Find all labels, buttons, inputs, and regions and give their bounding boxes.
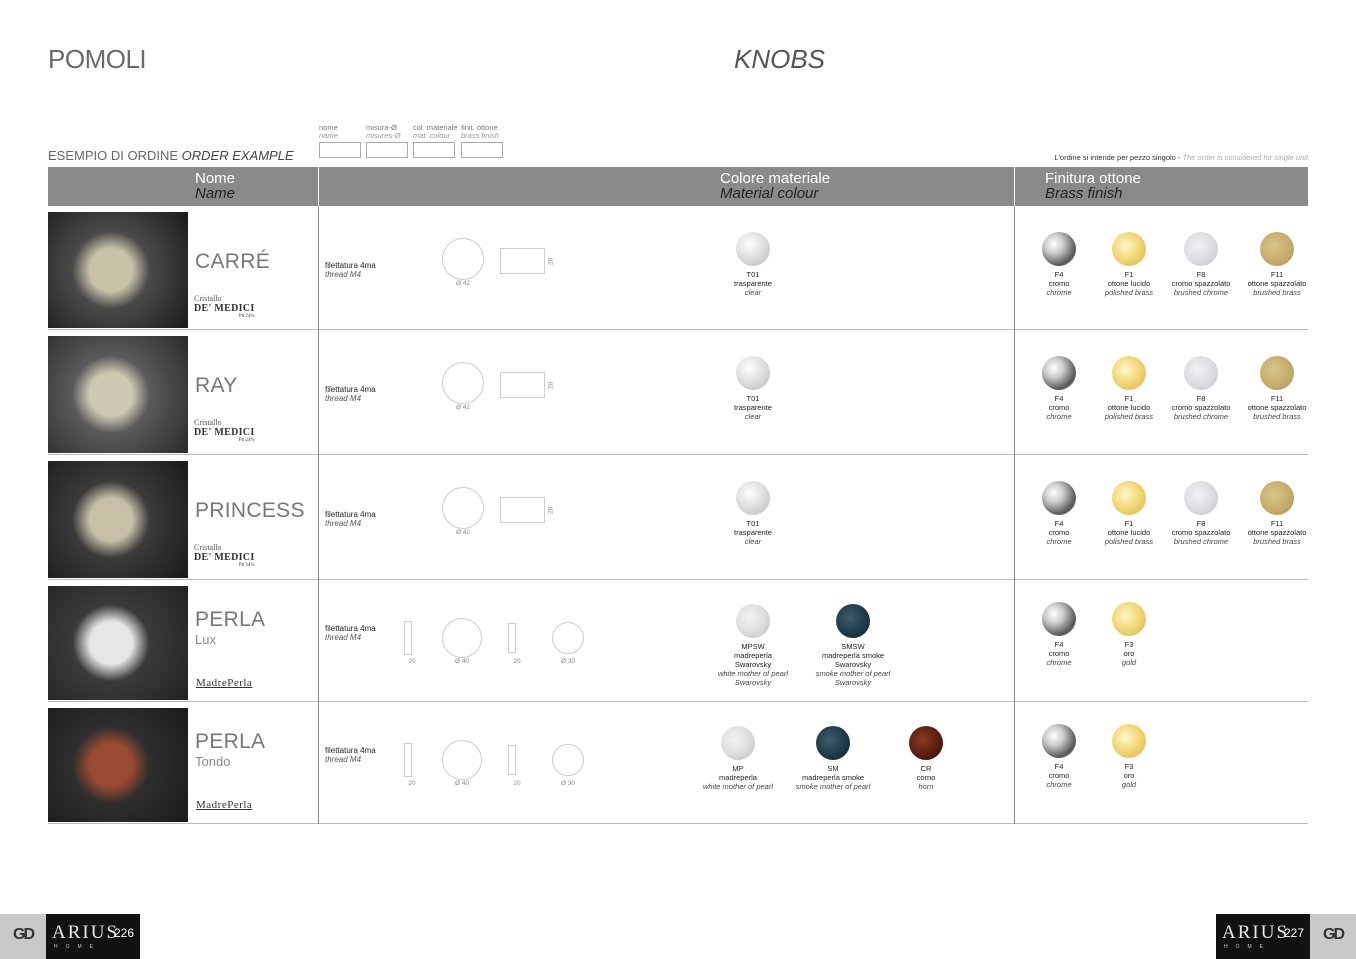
swatch-label-en: clear bbox=[744, 288, 762, 297]
dimension-side bbox=[508, 623, 516, 653]
brand-line: DE' MEDICI bbox=[194, 552, 255, 563]
swatch-code: F3 bbox=[1124, 640, 1134, 649]
finish-swatch[interactable] bbox=[1081, 602, 1177, 667]
footer-right bbox=[1216, 914, 1356, 959]
swatch-label-it: madreperla bbox=[734, 651, 772, 660]
swatch-label-it: ottone lucido bbox=[1107, 528, 1151, 537]
thread-en: thread M4 bbox=[325, 755, 362, 764]
brass-finish-icon bbox=[1260, 232, 1294, 266]
arius-logo: ARIUS bbox=[1222, 922, 1290, 943]
product-photo bbox=[48, 708, 188, 822]
order-field-label: col. materiale bbox=[413, 123, 458, 132]
brass-finish-icon bbox=[1112, 602, 1146, 636]
swatch-code: MP bbox=[732, 764, 744, 773]
finish-swatch[interactable] bbox=[1229, 356, 1325, 421]
swatch-label-en: clear bbox=[744, 537, 762, 546]
thread-en: thread M4 bbox=[325, 270, 362, 279]
swatch-label-en: brushed brass bbox=[1253, 288, 1301, 297]
product-photo bbox=[48, 586, 188, 700]
brand-line: Pb 24% bbox=[238, 438, 255, 443]
swatch-label-en: smoke mother of pearl bbox=[795, 782, 871, 791]
colour-swatch[interactable] bbox=[705, 604, 801, 687]
colour-swatch[interactable] bbox=[705, 232, 801, 297]
swatch-label-en: brushed chrome bbox=[1173, 288, 1229, 297]
table-row bbox=[48, 330, 1308, 455]
dimension-label: Ø 42 bbox=[455, 529, 471, 536]
swatch-label-it: cromo bbox=[1048, 403, 1070, 412]
swatch-code: T01 bbox=[746, 394, 760, 403]
colour-swatch[interactable] bbox=[690, 726, 786, 791]
swatch-label-it: ottone spazzolato bbox=[1247, 528, 1307, 537]
swatch-label-it: Swarovsky bbox=[734, 660, 772, 669]
swatch-label-it: madreperla smoke bbox=[821, 651, 885, 660]
swatch-label-it: ottone lucido bbox=[1107, 403, 1151, 412]
swatch-label-en: polished brass bbox=[1104, 288, 1154, 297]
dimension-label: 20 bbox=[513, 658, 521, 665]
order-input-size[interactable] bbox=[366, 142, 408, 158]
swatch-code: F4 bbox=[1054, 640, 1064, 649]
swatch-code: F8 bbox=[1196, 519, 1206, 528]
material-colour-icon bbox=[736, 481, 770, 515]
dimension-label: 20 bbox=[408, 780, 416, 787]
table-header bbox=[48, 167, 1308, 206]
brass-finish-icon bbox=[1042, 356, 1076, 390]
order-input-finish[interactable] bbox=[461, 142, 503, 158]
dimension-circle bbox=[442, 740, 482, 780]
table-row bbox=[48, 702, 1308, 824]
product-name: PERLA bbox=[195, 608, 266, 631]
thread-spec bbox=[325, 746, 376, 764]
header-divider bbox=[318, 167, 319, 206]
order-field-label: nome bbox=[319, 123, 338, 132]
product-name: PERLA bbox=[195, 730, 266, 753]
arius-logo-sub: HOME bbox=[1224, 944, 1271, 950]
swatch-label-it: madreperla bbox=[719, 773, 757, 782]
header-colour bbox=[720, 171, 830, 201]
brass-finish-icon bbox=[1112, 481, 1146, 515]
product-name: PRINCESS bbox=[195, 499, 305, 522]
material-colour-icon bbox=[909, 726, 943, 760]
swatch-label-en: polished brass bbox=[1104, 537, 1154, 546]
order-field-label-en: brass finish bbox=[461, 131, 499, 140]
brand-madreperla: MadrePerla bbox=[196, 677, 253, 689]
swatch-label-it: oro bbox=[1123, 649, 1135, 658]
dimension-label: Ø 42 bbox=[455, 404, 471, 411]
brand-line: Cristallo bbox=[194, 418, 222, 427]
table-row bbox=[48, 206, 1308, 330]
material-colour-icon bbox=[816, 726, 850, 760]
swatch-code: F4 bbox=[1054, 519, 1064, 528]
brass-finish-icon bbox=[1260, 481, 1294, 515]
brand-cristallo-de-medici bbox=[194, 543, 255, 568]
swatch-label-en: chrome bbox=[1046, 288, 1072, 297]
swatch-label-it: corno bbox=[916, 773, 936, 782]
order-note bbox=[1054, 153, 1308, 162]
thread-spec bbox=[325, 624, 376, 642]
header-finish bbox=[1045, 171, 1141, 201]
table-row bbox=[48, 580, 1308, 702]
swatch-code: F11 bbox=[1270, 270, 1284, 279]
brass-finish-icon bbox=[1042, 232, 1076, 266]
product-subname: Lux bbox=[195, 632, 216, 647]
swatch-code: F1 bbox=[1124, 270, 1134, 279]
swatch-label-en: white mother of pearl bbox=[702, 782, 774, 791]
swatch-code: F3 bbox=[1124, 762, 1134, 771]
gd-logo-icon bbox=[0, 914, 46, 959]
swatch-label-it: madreperla smoke bbox=[801, 773, 865, 782]
colour-swatch[interactable] bbox=[785, 726, 881, 791]
thread-it: filettatura 4ma bbox=[325, 261, 376, 270]
swatch-label-en: brushed brass bbox=[1253, 412, 1301, 421]
swatch-label-it: cromo bbox=[1048, 771, 1070, 780]
colour-swatch[interactable] bbox=[705, 481, 801, 546]
brand-line: Cristallo bbox=[194, 543, 222, 552]
dimension-side bbox=[500, 248, 545, 274]
swatch-code: F4 bbox=[1054, 762, 1064, 771]
brass-finish-icon bbox=[1042, 481, 1076, 515]
swatch-label-it: ottone lucido bbox=[1107, 279, 1151, 288]
swatch-label-en: Swarovsky bbox=[734, 678, 772, 687]
swatch-label-en: clear bbox=[744, 412, 762, 421]
brand-madreperla: MadrePerla bbox=[196, 799, 253, 811]
order-field-name[interactable] bbox=[319, 124, 361, 158]
dimension-label: Ø 40 bbox=[454, 780, 470, 787]
header-finish-en: Brass finish bbox=[1045, 185, 1123, 202]
finish-swatch[interactable] bbox=[1229, 232, 1325, 297]
dimension-circle bbox=[442, 487, 484, 529]
order-field-label-en: misures-Ø bbox=[366, 131, 401, 140]
swatch-label-en: gold bbox=[1121, 658, 1137, 667]
product-photo bbox=[48, 336, 188, 453]
material-colour-icon bbox=[736, 232, 770, 266]
swatch-code: F8 bbox=[1196, 394, 1206, 403]
thread-en: thread M4 bbox=[325, 633, 362, 642]
brand-line: Pb 24% bbox=[238, 563, 255, 568]
arius-logo-sub: HOME bbox=[54, 944, 101, 950]
order-field-size[interactable] bbox=[366, 124, 408, 158]
swatch-label-it: cromo spazzolato bbox=[1171, 528, 1231, 537]
brass-finish-icon bbox=[1112, 724, 1146, 758]
swatch-label-en: chrome bbox=[1046, 537, 1072, 546]
brass-finish-icon bbox=[1184, 356, 1218, 390]
page-number-left: 226 bbox=[114, 926, 135, 940]
header-colour-it: Colore materiale bbox=[720, 170, 831, 187]
column-divider bbox=[318, 330, 319, 455]
swatch-code: MPSW bbox=[741, 642, 765, 651]
swatch-code: SM bbox=[827, 764, 839, 773]
swatch-label-it: cromo spazzolato bbox=[1171, 403, 1231, 412]
brand-line: Pb 24% bbox=[238, 314, 255, 319]
header-name bbox=[195, 171, 235, 201]
material-colour-icon bbox=[736, 356, 770, 390]
swatch-label-en: horn bbox=[918, 782, 934, 791]
order-field-label: finit. ottone bbox=[461, 123, 498, 132]
swatch-code: T01 bbox=[746, 270, 760, 279]
product-name: RAY bbox=[195, 374, 238, 397]
brand-cristallo-de-medici bbox=[194, 418, 255, 443]
swatch-label-en: chrome bbox=[1046, 658, 1072, 667]
brass-finish-icon bbox=[1260, 356, 1294, 390]
thread-en: thread M4 bbox=[325, 394, 362, 403]
column-divider bbox=[318, 206, 319, 330]
dimension-side bbox=[404, 743, 412, 777]
swatch-code: F8 bbox=[1196, 270, 1206, 279]
dimension-label: Ø 42 bbox=[455, 280, 471, 287]
swatch-label-it: oro bbox=[1123, 771, 1135, 780]
product-subname: Tondo bbox=[195, 754, 231, 769]
brass-finish-icon bbox=[1184, 232, 1218, 266]
dimension-circle bbox=[442, 618, 482, 658]
thread-spec bbox=[325, 510, 376, 528]
swatch-code: SMSW bbox=[841, 642, 865, 651]
swatch-label-it: ottone spazzolato bbox=[1247, 279, 1307, 288]
material-colour-icon bbox=[736, 604, 770, 638]
swatch-label-en: smoke mother of pearl bbox=[815, 669, 891, 678]
swatch-label-it: trasparente bbox=[734, 528, 772, 537]
dimension-label: 20 bbox=[408, 658, 416, 665]
brass-finish-icon bbox=[1042, 724, 1076, 758]
order-field-label-en: mat. colour bbox=[413, 131, 451, 140]
dimension-label: 28 bbox=[547, 506, 555, 515]
column-divider bbox=[318, 580, 319, 702]
swatch-label-en: chrome bbox=[1046, 412, 1072, 421]
order-field-finish[interactable] bbox=[461, 124, 503, 158]
swatch-label-en: brushed chrome bbox=[1173, 412, 1229, 421]
thread-it: filettatura 4ma bbox=[325, 385, 376, 394]
swatch-code: CR bbox=[920, 764, 932, 773]
swatch-label-en: chrome bbox=[1046, 780, 1072, 789]
header-finish-it: Finitura ottone bbox=[1045, 170, 1141, 187]
finish-swatch[interactable] bbox=[1229, 481, 1325, 546]
dimension-label: Ø 30 bbox=[560, 780, 576, 787]
brass-finish-icon bbox=[1112, 232, 1146, 266]
dimension-side bbox=[500, 372, 545, 398]
dimension-label: Ø 30 bbox=[560, 658, 576, 665]
arius-logo: ARIUS bbox=[52, 922, 120, 943]
swatch-label-en: Swarovsky bbox=[834, 678, 872, 687]
thread-it: filettatura 4ma bbox=[325, 746, 376, 755]
material-colour-icon bbox=[836, 604, 870, 638]
thread-it: filettatura 4ma bbox=[325, 624, 376, 633]
page-title-it: POMOLI bbox=[48, 44, 147, 74]
swatch-label-it: Swarovsky bbox=[834, 660, 872, 669]
table-row bbox=[48, 455, 1308, 580]
dimension-circle bbox=[552, 622, 584, 654]
order-label-en: ORDER EXAMPLE bbox=[181, 148, 294, 163]
dimension-label: Ø 40 bbox=[454, 658, 470, 665]
brass-finish-icon bbox=[1042, 602, 1076, 636]
dimension-label: 20 bbox=[513, 780, 521, 787]
thread-en: thread M4 bbox=[325, 519, 362, 528]
dimension-label: 28 bbox=[547, 257, 555, 266]
order-note-it: L'ordine si intende per pezzo singolo - bbox=[1054, 153, 1181, 162]
brass-finish-icon bbox=[1112, 356, 1146, 390]
thread-spec bbox=[325, 385, 376, 403]
swatch-label-en: gold bbox=[1121, 780, 1137, 789]
gd-mark: GD bbox=[1323, 926, 1343, 943]
colour-swatch[interactable] bbox=[805, 604, 901, 687]
brand-line: DE' MEDICI bbox=[194, 303, 255, 314]
gd-logo-icon bbox=[1310, 914, 1356, 959]
header-name-it: Nome bbox=[195, 170, 236, 187]
order-input-name[interactable] bbox=[319, 142, 361, 158]
order-note-en: The order is considered for single unit bbox=[1182, 153, 1308, 162]
colour-swatch[interactable] bbox=[705, 356, 801, 421]
dimension-circle bbox=[552, 744, 584, 776]
header-colour-en: Material colour bbox=[720, 185, 819, 202]
order-field-colour[interactable] bbox=[413, 124, 458, 158]
swatch-label-it: cromo bbox=[1048, 649, 1070, 658]
dimension-side bbox=[404, 621, 412, 655]
swatch-code: F11 bbox=[1270, 519, 1284, 528]
column-divider bbox=[318, 702, 319, 824]
page-title-en: KNOBS bbox=[734, 44, 826, 74]
footer-left bbox=[0, 914, 140, 959]
swatch-code: F1 bbox=[1124, 394, 1134, 403]
brand-line: Cristallo bbox=[194, 294, 222, 303]
dimension-side bbox=[500, 497, 545, 523]
product-photo bbox=[48, 212, 188, 328]
thread-spec bbox=[325, 261, 376, 279]
order-example-label bbox=[48, 148, 294, 163]
swatch-code: F1 bbox=[1124, 519, 1134, 528]
swatch-label-it: ottone spazzolato bbox=[1247, 403, 1307, 412]
thread-it: filettatura 4ma bbox=[325, 510, 376, 519]
finish-swatch[interactable] bbox=[1081, 724, 1177, 789]
swatch-code: F4 bbox=[1054, 394, 1064, 403]
brass-finish-icon bbox=[1184, 481, 1218, 515]
swatch-label-en: polished brass bbox=[1104, 412, 1154, 421]
swatch-label-it: trasparente bbox=[734, 279, 772, 288]
swatch-code: T01 bbox=[746, 519, 760, 528]
swatch-label-it: cromo bbox=[1048, 279, 1070, 288]
product-name: CARRÉ bbox=[195, 250, 271, 273]
swatch-label-it: cromo bbox=[1048, 528, 1070, 537]
swatch-label-en: brushed chrome bbox=[1173, 537, 1229, 546]
dimension-circle bbox=[442, 362, 484, 404]
order-input-colour[interactable] bbox=[413, 142, 455, 158]
column-divider bbox=[318, 455, 319, 580]
order-field-label: misura-Ø bbox=[366, 123, 397, 132]
brand-cristallo-de-medici bbox=[194, 294, 255, 319]
colour-swatch[interactable] bbox=[878, 726, 974, 791]
swatch-label-it: trasparente bbox=[734, 403, 772, 412]
order-field-label-en: name bbox=[319, 131, 338, 140]
header-name-en: Name bbox=[195, 185, 236, 202]
dimension-side bbox=[508, 745, 516, 775]
swatch-label-en: brushed brass bbox=[1253, 537, 1301, 546]
product-photo bbox=[48, 461, 188, 578]
swatch-code: F4 bbox=[1054, 270, 1064, 279]
material-colour-icon bbox=[721, 726, 755, 760]
dimension-circle bbox=[442, 238, 484, 280]
dimension-label: 28 bbox=[547, 381, 555, 390]
gd-mark: GD bbox=[13, 926, 33, 943]
order-label-it: ESEMPIO DI ORDINE bbox=[48, 148, 179, 163]
swatch-code: F11 bbox=[1270, 394, 1284, 403]
header-divider bbox=[1014, 167, 1015, 206]
swatch-label-it: cromo spazzolato bbox=[1171, 279, 1231, 288]
brand-line: DE' MEDICI bbox=[194, 427, 255, 438]
page-number-right: 227 bbox=[1284, 926, 1305, 940]
swatch-label-en: white mother of pearl bbox=[717, 669, 789, 678]
